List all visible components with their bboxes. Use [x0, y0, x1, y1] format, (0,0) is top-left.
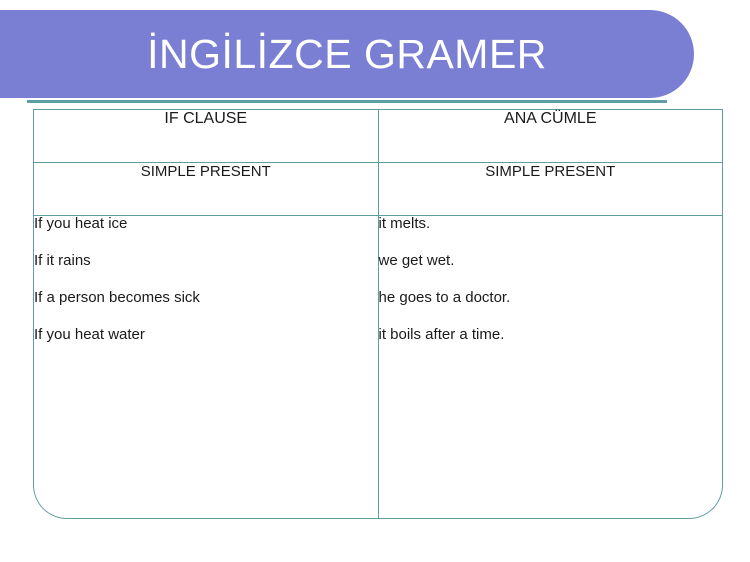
if-clause-list [34, 216, 379, 519]
title-banner [0, 10, 694, 98]
list-item: If a person becomes sick [34, 289, 200, 306]
header-tense-right: SIMPLE PRESENT [378, 163, 723, 216]
page-title: İNGİLİZCE GRAMER [147, 30, 547, 77]
list-item: it melts. [378, 215, 431, 232]
table-row-header-1 [34, 110, 723, 163]
list-item: he goes to a doctor. [378, 289, 511, 306]
list-item: If you heat water [34, 326, 145, 343]
table-row-header-2 [34, 163, 723, 216]
main-clause-list [378, 216, 723, 519]
header-main-clause: ANA CÜMLE [378, 110, 723, 163]
header-tense-left: SIMPLE PRESENT [34, 163, 379, 216]
list-item: If you heat ice [34, 215, 128, 232]
grammar-table-container [33, 109, 723, 519]
list-item: it boils after a time. [378, 326, 505, 343]
header-if-clause: IF CLAUSE [34, 110, 379, 163]
table-row-body [34, 216, 723, 519]
list-item: we get wet. [378, 252, 455, 269]
grammar-table [33, 109, 723, 519]
title-underline [27, 100, 667, 103]
list-item: If it rains [34, 252, 91, 269]
